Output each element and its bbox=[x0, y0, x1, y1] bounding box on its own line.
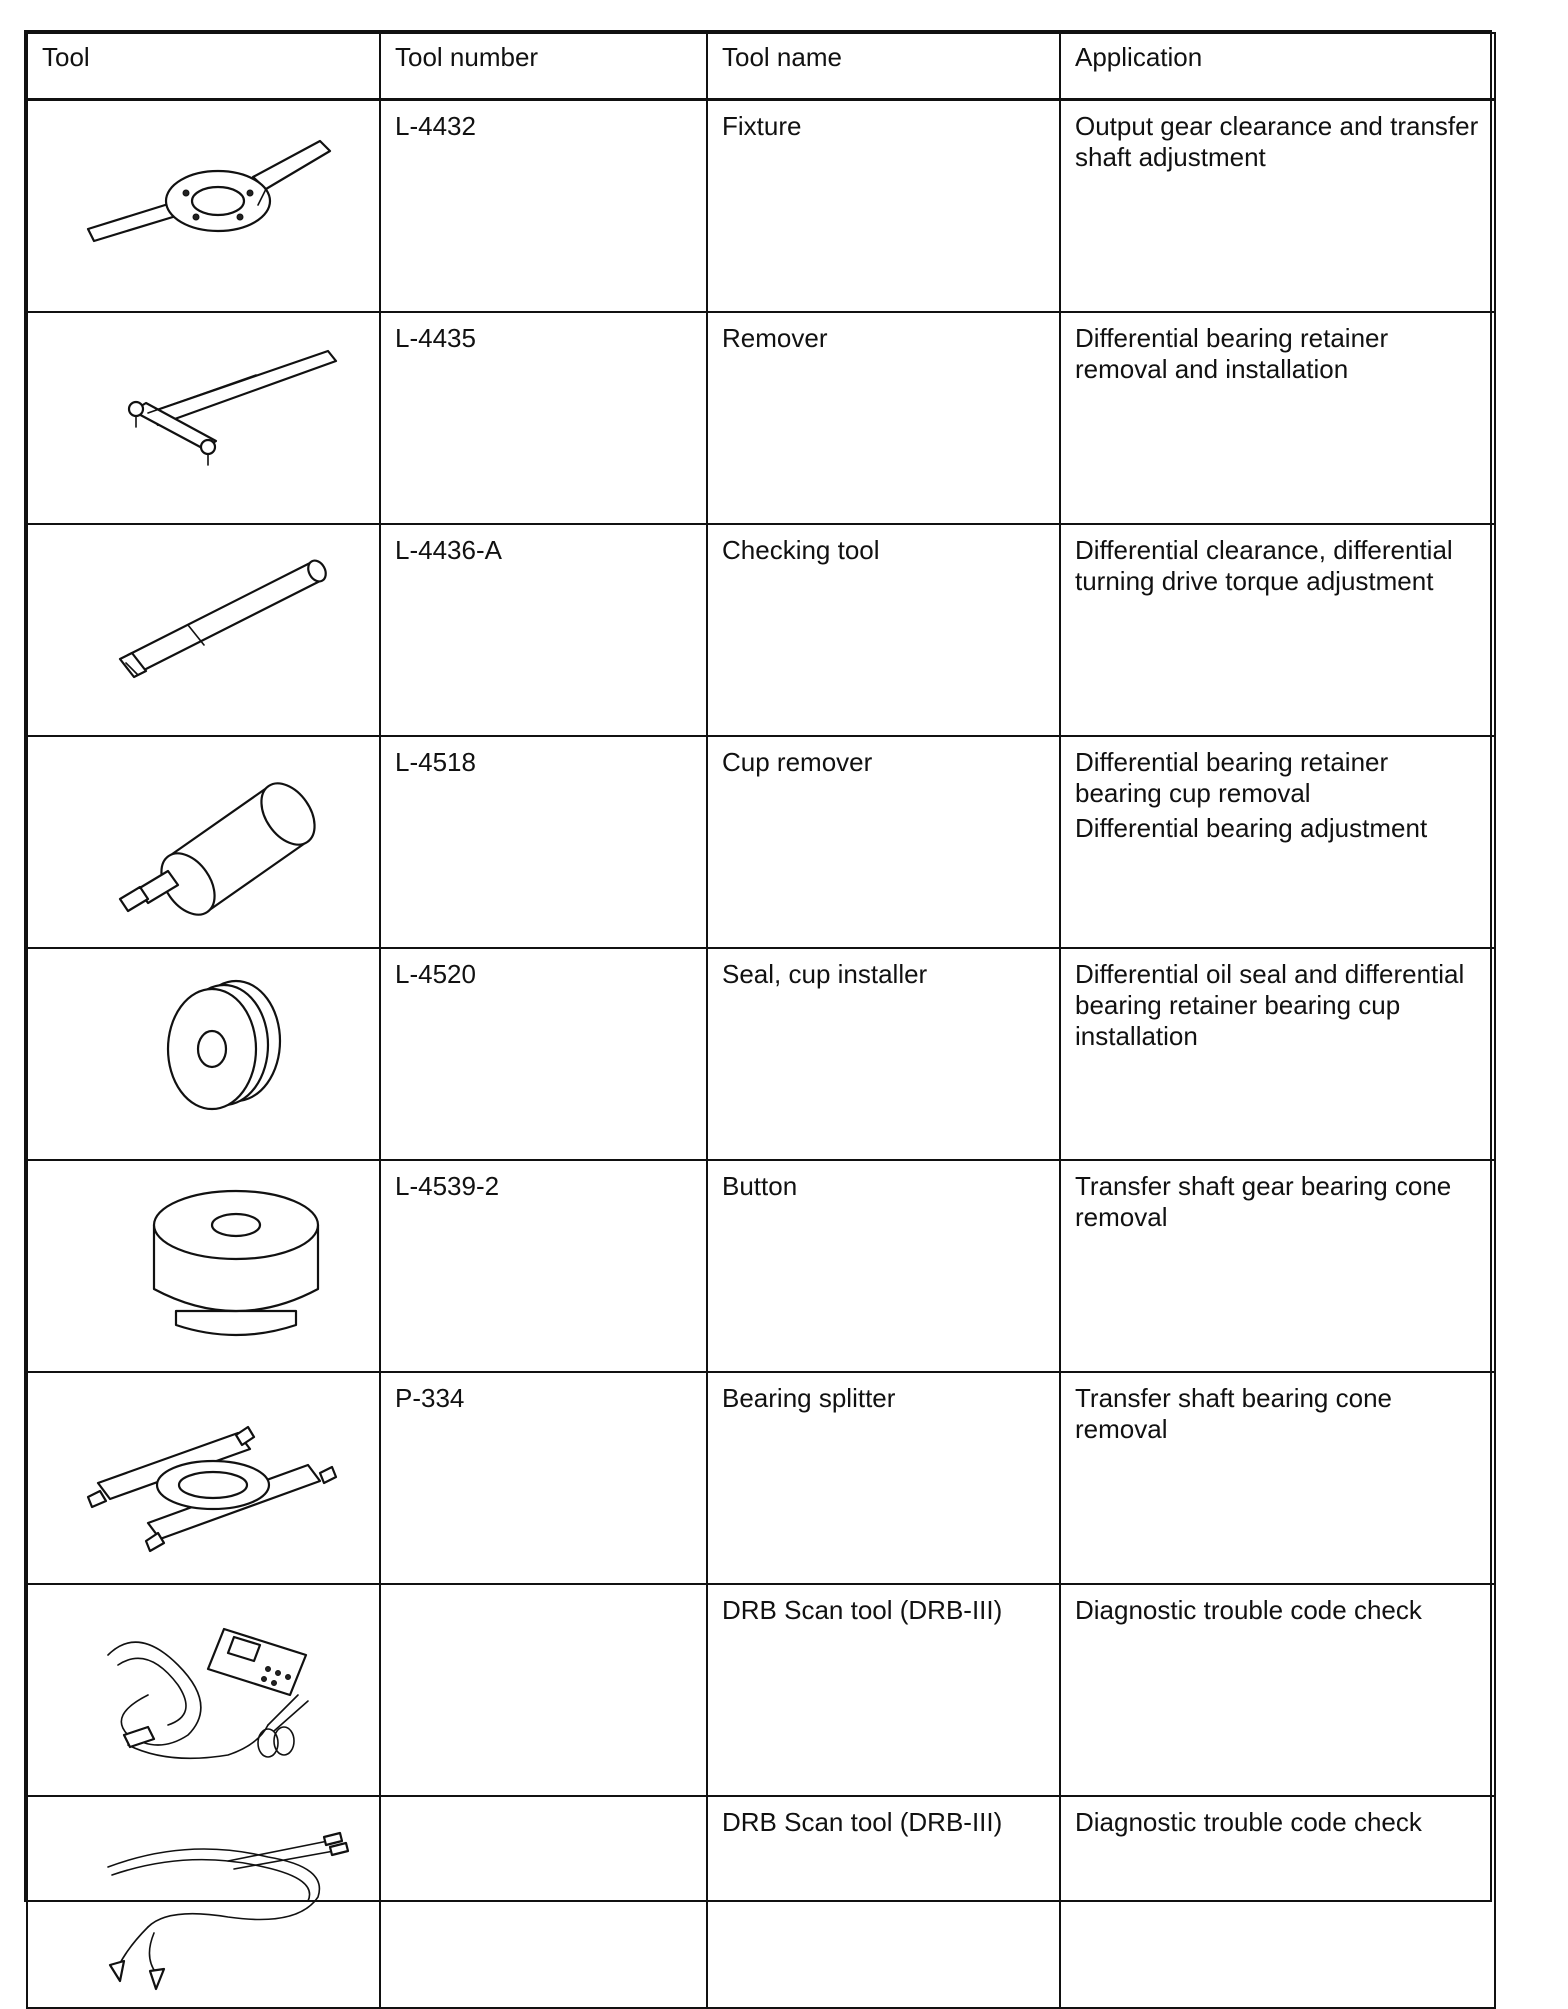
application-text: Differential bearing retainer removal and installation bbox=[1075, 323, 1389, 384]
tool-name: Bearing splitter bbox=[707, 1372, 1060, 1584]
checking-tool-drawing bbox=[28, 525, 379, 725]
application-text: Transfer shaft gear bearing cone removal bbox=[1075, 1171, 1452, 1232]
tool-number: L-4432 bbox=[380, 100, 707, 313]
tool-number: L-4518 bbox=[380, 736, 707, 948]
tool-image-cell bbox=[27, 1372, 380, 1584]
tool-image-cell bbox=[27, 524, 380, 736]
tool-application bbox=[1060, 524, 1495, 736]
tool-name: Fixture bbox=[707, 100, 1060, 313]
tool-application bbox=[1060, 948, 1495, 1160]
button-tool-drawing bbox=[28, 1161, 379, 1361]
tool-name: Button bbox=[707, 1160, 1060, 1372]
drb-cable-drawing bbox=[28, 1797, 379, 1997]
drb-scan-tool-kit-drawing bbox=[28, 1585, 379, 1785]
application-text: Diagnostic trouble code check bbox=[1075, 1595, 1422, 1625]
tool-number: L-4435 bbox=[380, 312, 707, 524]
tool-application bbox=[1060, 736, 1495, 948]
seal-cup-installer-drawing bbox=[28, 949, 379, 1149]
tool-image-cell bbox=[27, 1584, 380, 1796]
tool-application bbox=[1060, 312, 1495, 524]
header-tool: Tool bbox=[27, 33, 380, 100]
application-text: Differential clearance, differential turning drive torque adjustment bbox=[1075, 535, 1453, 596]
tool-number bbox=[380, 1584, 707, 1796]
tool-number: L-4436-A bbox=[380, 524, 707, 736]
cup-remover-drawing bbox=[28, 737, 379, 937]
table-row bbox=[27, 948, 1495, 1160]
tool-image-cell bbox=[27, 1796, 380, 2008]
tool-name: Checking tool bbox=[707, 524, 1060, 736]
application-text: Differential oil seal and differential bearing retainer bearing cup installation bbox=[1075, 959, 1465, 1051]
special-tools-table bbox=[26, 32, 1496, 2009]
application-text: Transfer shaft bearing cone removal bbox=[1075, 1383, 1392, 1444]
table-row bbox=[27, 1160, 1495, 1372]
tool-image-cell bbox=[27, 1160, 380, 1372]
tool-name: Remover bbox=[707, 312, 1060, 524]
remover-tool-drawing bbox=[28, 313, 379, 513]
table-header-row bbox=[27, 33, 1495, 100]
tool-image-cell bbox=[27, 312, 380, 524]
table-row bbox=[27, 1584, 1495, 1796]
header-application: Application bbox=[1060, 33, 1495, 100]
bearing-splitter-drawing bbox=[28, 1373, 379, 1573]
table-row bbox=[27, 1372, 1495, 1584]
tool-number: L-4539-2 bbox=[380, 1160, 707, 1372]
tool-name: Cup remover bbox=[707, 736, 1060, 948]
tool-application bbox=[1060, 100, 1495, 313]
table-row bbox=[27, 524, 1495, 736]
tool-number: L-4520 bbox=[380, 948, 707, 1160]
tool-image-cell bbox=[27, 736, 380, 948]
tool-name: DRB Scan tool (DRB-III) bbox=[707, 1584, 1060, 1796]
table-row bbox=[27, 1796, 1495, 2008]
table-row bbox=[27, 736, 1495, 948]
application-extra-text: Differential bearing adjustment bbox=[1075, 813, 1428, 843]
application-text: Diagnostic trouble code check bbox=[1075, 1807, 1422, 1837]
header-tool-number: Tool number bbox=[380, 33, 707, 100]
tool-image-cell bbox=[27, 948, 380, 1160]
tool-image-cell bbox=[27, 100, 380, 313]
tool-application bbox=[1060, 1796, 1495, 2008]
tool-application bbox=[1060, 1584, 1495, 1796]
header-tool-name: Tool name bbox=[707, 33, 1060, 100]
fixture-tool-drawing bbox=[28, 101, 379, 301]
application-text: Differential bearing retainer bearing cup removal bbox=[1075, 747, 1389, 808]
tool-application bbox=[1060, 1160, 1495, 1372]
tool-name: DRB Scan tool (DRB-III) bbox=[707, 1796, 1060, 2008]
tool-number: P-334 bbox=[380, 1372, 707, 1584]
application-text: Output gear clearance and transfer shaft adjustment bbox=[1075, 111, 1479, 172]
tool-number bbox=[380, 1796, 707, 2008]
tool-application bbox=[1060, 1372, 1495, 1584]
table-row bbox=[27, 100, 1495, 313]
special-tools-table-frame bbox=[24, 30, 1492, 1902]
tool-name: Seal, cup installer bbox=[707, 948, 1060, 1160]
table-row bbox=[27, 312, 1495, 524]
